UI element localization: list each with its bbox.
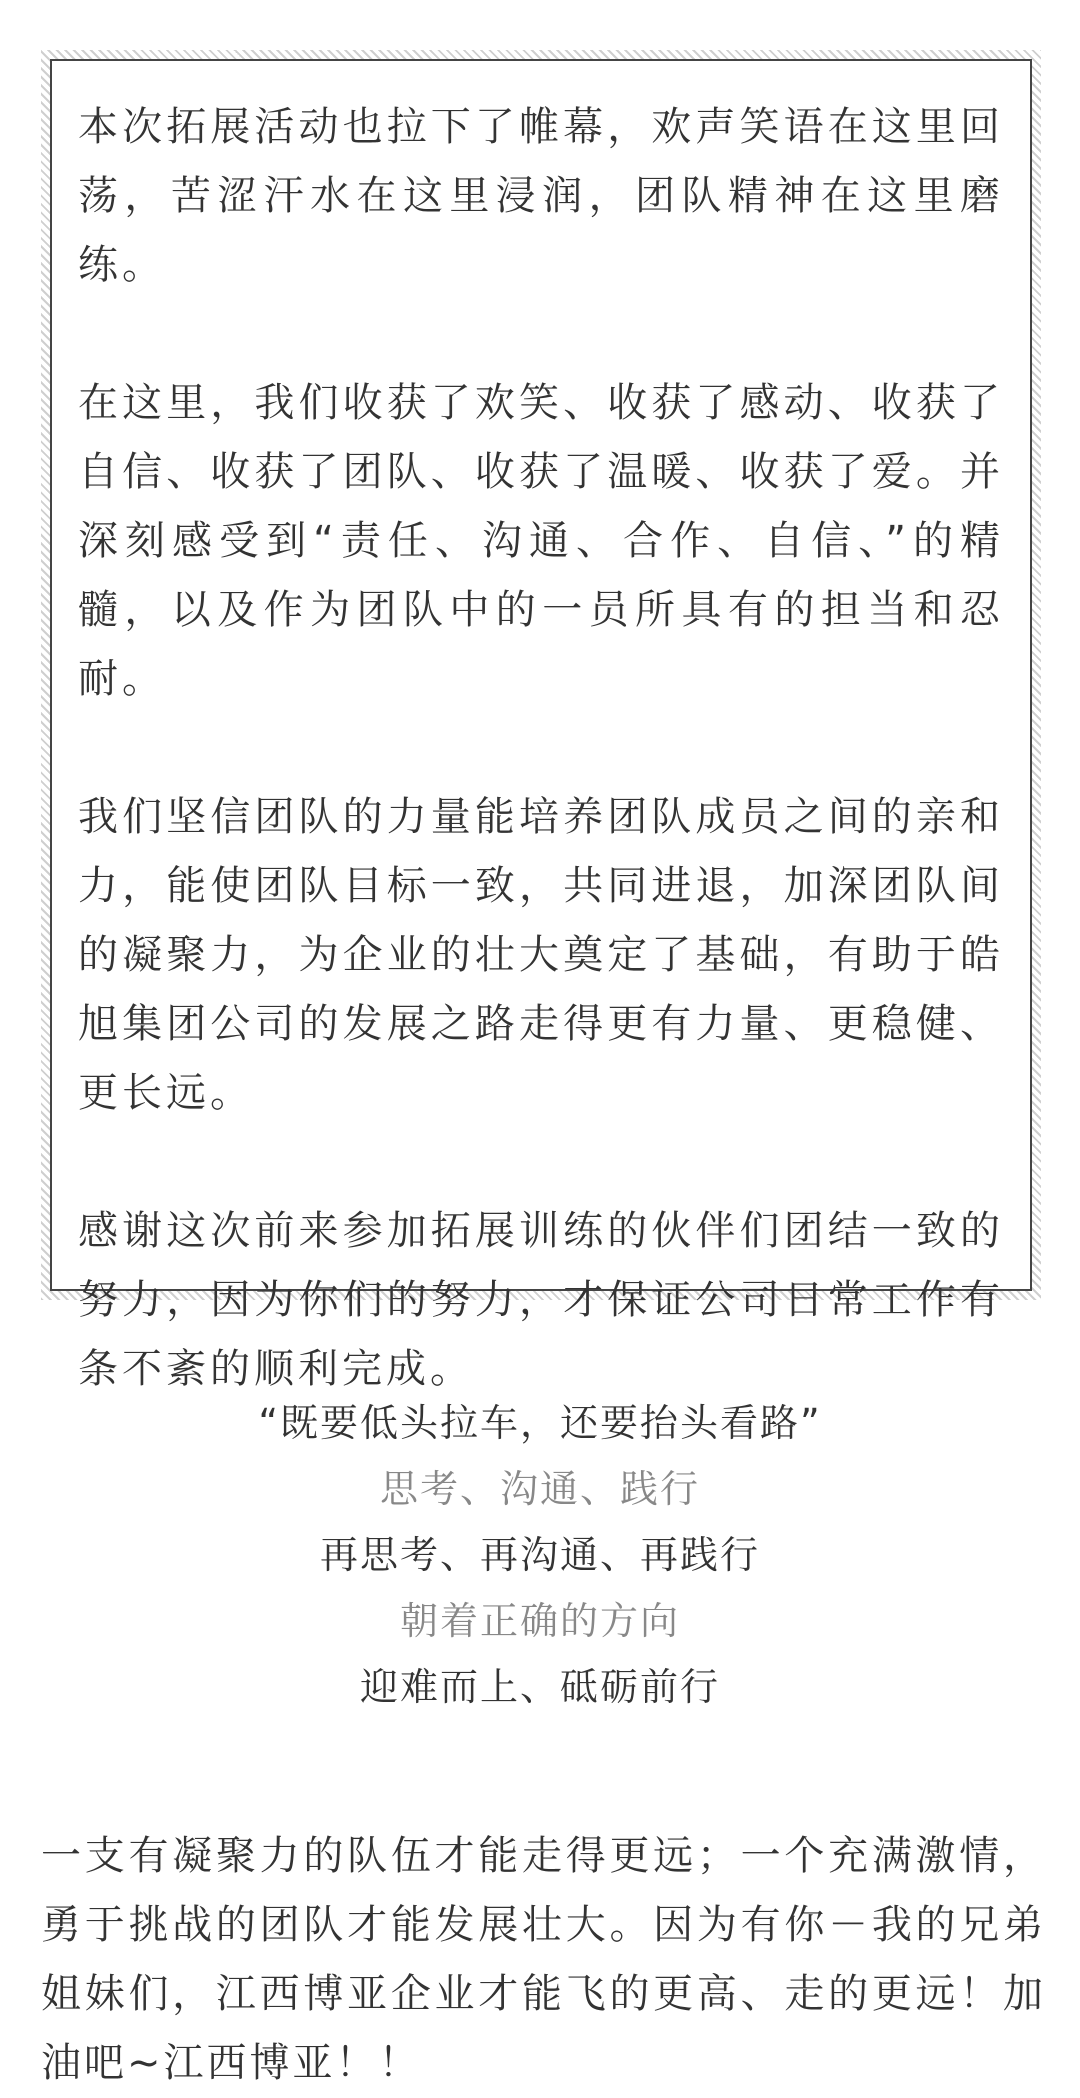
framed-paragraph-4: 感谢这次前来参加拓展训练的伙伴们团结一致的努力，因为你们的努力，才保证公司日常工作有条不紊的顺利完成。 — [78, 1208, 1004, 1392]
slogan-line-5: 迎难而上、砥砺前行 — [359, 1665, 720, 1709]
framed-paragraph-3: 我们坚信团队的力量能培养团队成员之间的亲和力，能使团队目标一致，共同进退，加深团队间的凝聚力，为企业的壮大奠定了基础，有助于皓旭集团公司的发展之路走得更有力量、更稳健、更长远。 — [78, 794, 1004, 1116]
framed-paragraph-2: 在这里，我们收获了欢笑、收获了感动、收获了自信、收获了团队、收获了温暖、收获了爱。并深刻感受到“责任、沟通、合作、自信、”的精髓，以及作为团队中的一员所具有的担当和忍耐。 — [78, 380, 1004, 702]
framed-text-box-inner — [50, 59, 1032, 1392]
slogan-line-4: 朝着正确的方向 — [399, 1599, 680, 1643]
framed-paragraph-1: 本次拓展活动也拉下了帷幕，欢声笑语在这里回荡，苦涩汗水在这里浸润，团队精神在这里磨练。 — [78, 104, 1004, 288]
slogan-line-2: 思考、沟通、践行 — [379, 1467, 700, 1511]
slogan-line-1: “既要低头拉车，还要抬头看路” — [258, 1401, 822, 1445]
slogan-block — [0, 1390, 1080, 1720]
framed-text-box — [41, 50, 1041, 1392]
slogan-line-3: 再思考、再沟通、再践行 — [319, 1533, 760, 1577]
closing-paragraph: 一支有凝聚力的队伍才能走得更远；一个充满激情，勇于挑战的团队才能发展壮大。因为有你－我的兄弟姐妹们，江西博亚企业才能飞的更高、走的更远！加油吧~江西博亚！！ — [41, 1833, 1046, 2086]
